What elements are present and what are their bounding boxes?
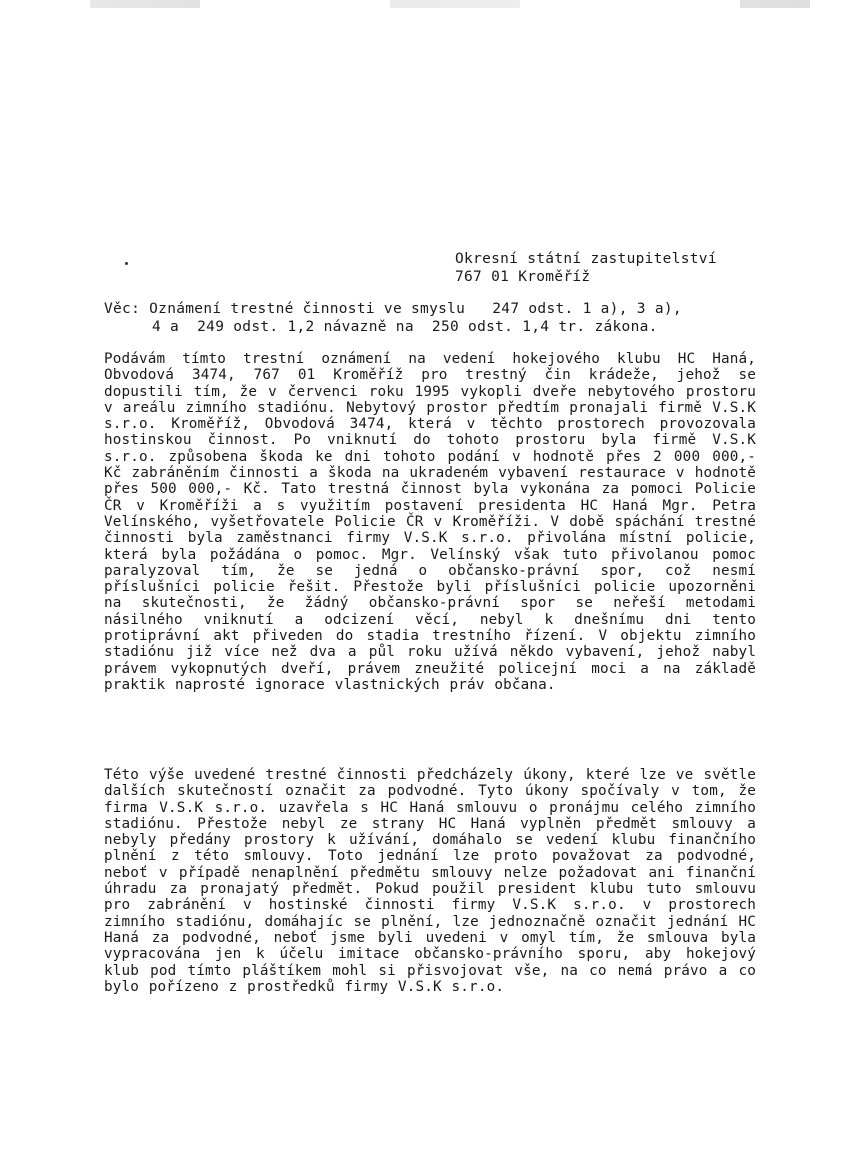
addressee-block xyxy=(455,250,717,286)
addressee-city: 767 01 Kroměříž xyxy=(455,269,591,285)
body-paragraph-2: Této výše uvedené trestné činnosti předcházely úkony, které lze ve světle dalších skutečností označit za podvodné. Tyto úkony spočívaly v tom, že firma V.S.K s.r.o. uzavřela s HC Haná smlouvu o pronájmu celého zimního stadiónu. Přestože nebyl ze strany HC Haná vyplněn předmět smlouvy a nebyly předány prostory k užívání, domáhalo se vedení klubu finančního plnění z této smlouvy. Toto jednání lze proto považovat za podvodné, neboť v případě nenaplnění předmětu smlouvy nelze požadovat ani finanční úhradu za pronajatý předmět. Pokud použil president klubu tuto smlouvu pro zabránění v hostinské činnosti firmy V.S.K s.r.o. v prostorech zimního stadiónu, domáhajíc se plnění, lze jednoznačně označit jednání HC Haná za podvodné, neboť jsme byli uvedeni v omyl tím, že smlouva byla vypracována jen k účelu imitace občansko-právního sporu, aby hokejový klub pod tímto pláštíkem mohl si přisvojovat vše, na co nemá právo a co bylo pořízeno z prostředků firmy V.S.K s.r.o. xyxy=(104,767,756,995)
body-paragraph-1: Podávám tímto trestní oznámení na vedení hokejového klubu HC Haná, Obvodová 3474, 767 01 Kroměříž pro trestný čin krádeže, jehož se dopustili tím, že v červenci roku 1995 vykopli dveře nebytového prostoru v areálu zimního stadiónu. Nebytový prostor předtím pronajali firmě V.S.K s.r.o. Kroměříž, Obvodová 3474, která v těchto prostorech provozovala hostinskou činnost. Po vniknutí do tohoto prostoru byla firmě V.S.K s.r.o. způsobena škoda ke dni tohoto podání v hodnotě přes 2 000 000,- Kč zabráněním činnosti a škoda na ukradeném vybavení restaurace v hodnotě přes 500 000,- Kč. Tato trestná činnost byla vykonána za pomoci Policie ČR v Kroměříži a s využitím postavení presidenta HC Haná Mgr. Petra Velínského, vyšetřovatele Policie ČR v Kroměříži. V době spáchání trestné činnosti byla zaměstnanci firmy V.S.K s.r.o. přivolána místní policie, která byla požádána o pomoc. Mgr. Velínský však tuto přivolanou pomoc paralyzoval tím, že se jedná o občansko-právní spor, což nesmí příslušníci policie řešit. Přestože byli příslušníci policie upozorněni na skutečnosti, že žádný občansko-právní spor se neřeší metodami násilného vniknutí a odcizení věcí, nebyl k dnešnímu dni tento protiprávní akt přiveden do stadia trestního řízení. V objektu zimního stadiónu již více než dva a půl roku užívá někdo vybavení, jehož nabyl právem vykopnutých dveří, právem zneužité policejní moci a na základě praktik naprosté ignorace vlastnických práv občana. xyxy=(104,351,756,693)
scan-edge-artifact xyxy=(0,0,850,8)
subject-line-2: 4 a 249 odst. 1,2 návazně na 250 odst. 1,4 tr. zákona. xyxy=(152,319,658,335)
addressee-office: Okresní státní zastupitelství xyxy=(455,251,717,267)
subject-block xyxy=(104,300,764,336)
stray-dot-mark xyxy=(125,262,128,265)
subject-line-1: Věc: Oznámení trestné činnosti ve smyslu 247 odst. 1 a), 3 a), xyxy=(104,301,682,317)
